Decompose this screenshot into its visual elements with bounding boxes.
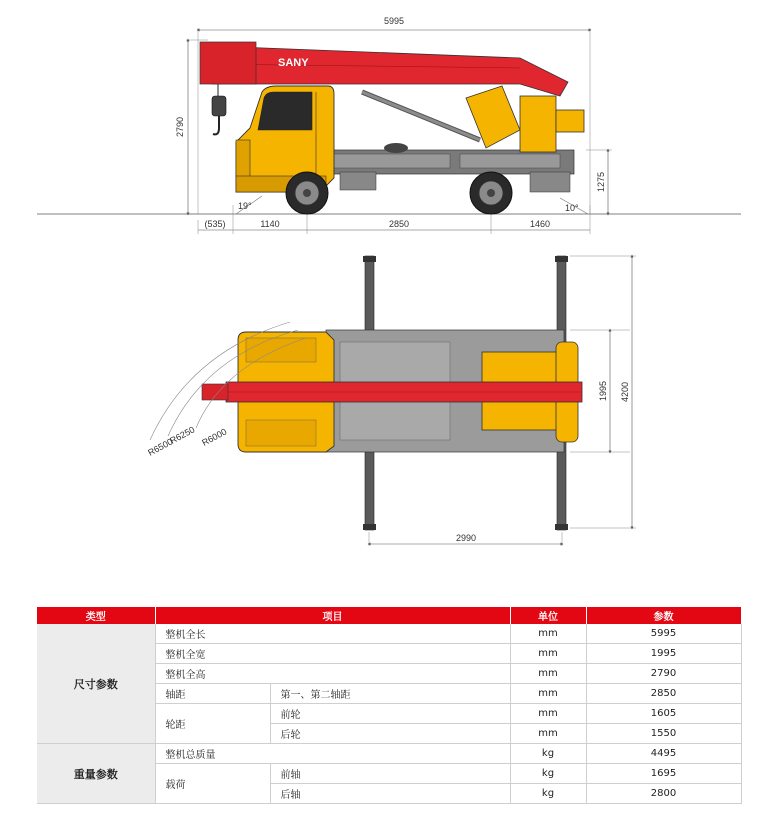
- value-cell: 1695: [586, 764, 741, 784]
- item-cell: 整机全宽: [155, 644, 510, 664]
- unit-cell: mm: [510, 664, 586, 684]
- wheelbase-label: 2850: [388, 219, 410, 229]
- outrigger-width-label: 4200: [620, 381, 630, 403]
- radius-mid-label: R6250: [168, 424, 197, 446]
- sub-item-cell: 前轴: [270, 764, 510, 784]
- side-view: [37, 16, 741, 234]
- header-value: 参数: [586, 607, 741, 624]
- overall-length-label: 5995: [383, 16, 405, 26]
- table-row: [37, 624, 741, 644]
- sub-item-cell: 后轮: [270, 724, 510, 744]
- item-cell: 轴距: [155, 684, 270, 704]
- sub-item-cell: 后轴: [270, 784, 510, 804]
- overall-height-label: 2790: [175, 116, 185, 138]
- value-cell: 4495: [586, 744, 741, 764]
- sub-item-cell: 前轮: [270, 704, 510, 724]
- sub-item-cell: 第一、第二轴距: [270, 684, 510, 704]
- unit-cell: kg: [510, 744, 586, 764]
- value-cell: 2850: [586, 684, 741, 704]
- boom-brand-text: SANY: [278, 57, 309, 69]
- hitch-height-label: 1275: [596, 171, 606, 193]
- category-cell: 重量参数: [37, 744, 155, 804]
- item-cell: 整机总质量: [155, 744, 510, 764]
- rear-overhang-label: 1460: [529, 219, 551, 229]
- table-header-row: [37, 607, 741, 624]
- unit-cell: mm: [510, 624, 586, 644]
- top-view: [146, 256, 636, 546]
- item-cell: 整机全高: [155, 664, 510, 684]
- item-cell: 载荷: [155, 764, 270, 804]
- unit-cell: kg: [510, 764, 586, 784]
- header-category: 类型: [37, 607, 155, 624]
- spec-table: [37, 607, 742, 804]
- value-cell: 1550: [586, 724, 741, 744]
- value-cell: 1995: [586, 644, 741, 664]
- item-cell: 整机全长: [155, 624, 510, 644]
- unit-cell: mm: [510, 684, 586, 704]
- item-cell: 轮距: [155, 704, 270, 744]
- front-overhang-extra-label: (535): [204, 219, 226, 229]
- radius-inner-label: R6000: [200, 426, 229, 448]
- body-width-label: 1995: [598, 380, 608, 402]
- radius-outer-label: R6500: [146, 436, 175, 458]
- value-cell: 1605: [586, 704, 741, 724]
- value-cell: 2800: [586, 784, 741, 804]
- value-cell: 2790: [586, 664, 741, 684]
- unit-cell: mm: [510, 704, 586, 724]
- unit-cell: mm: [510, 644, 586, 664]
- category-cell: 尺寸参数: [37, 624, 155, 744]
- front-overhang-label: 1140: [260, 219, 280, 229]
- header-item: 项目: [155, 607, 510, 624]
- outrigger-length-label: 2990: [455, 533, 477, 543]
- value-cell: 5995: [586, 624, 741, 644]
- front-angle-label: 19°: [238, 201, 252, 211]
- rear-angle-label: 10°: [565, 203, 579, 213]
- unit-cell: mm: [510, 724, 586, 744]
- table-row: [37, 744, 741, 764]
- unit-cell: kg: [510, 784, 586, 804]
- header-unit: 单位: [510, 607, 586, 624]
